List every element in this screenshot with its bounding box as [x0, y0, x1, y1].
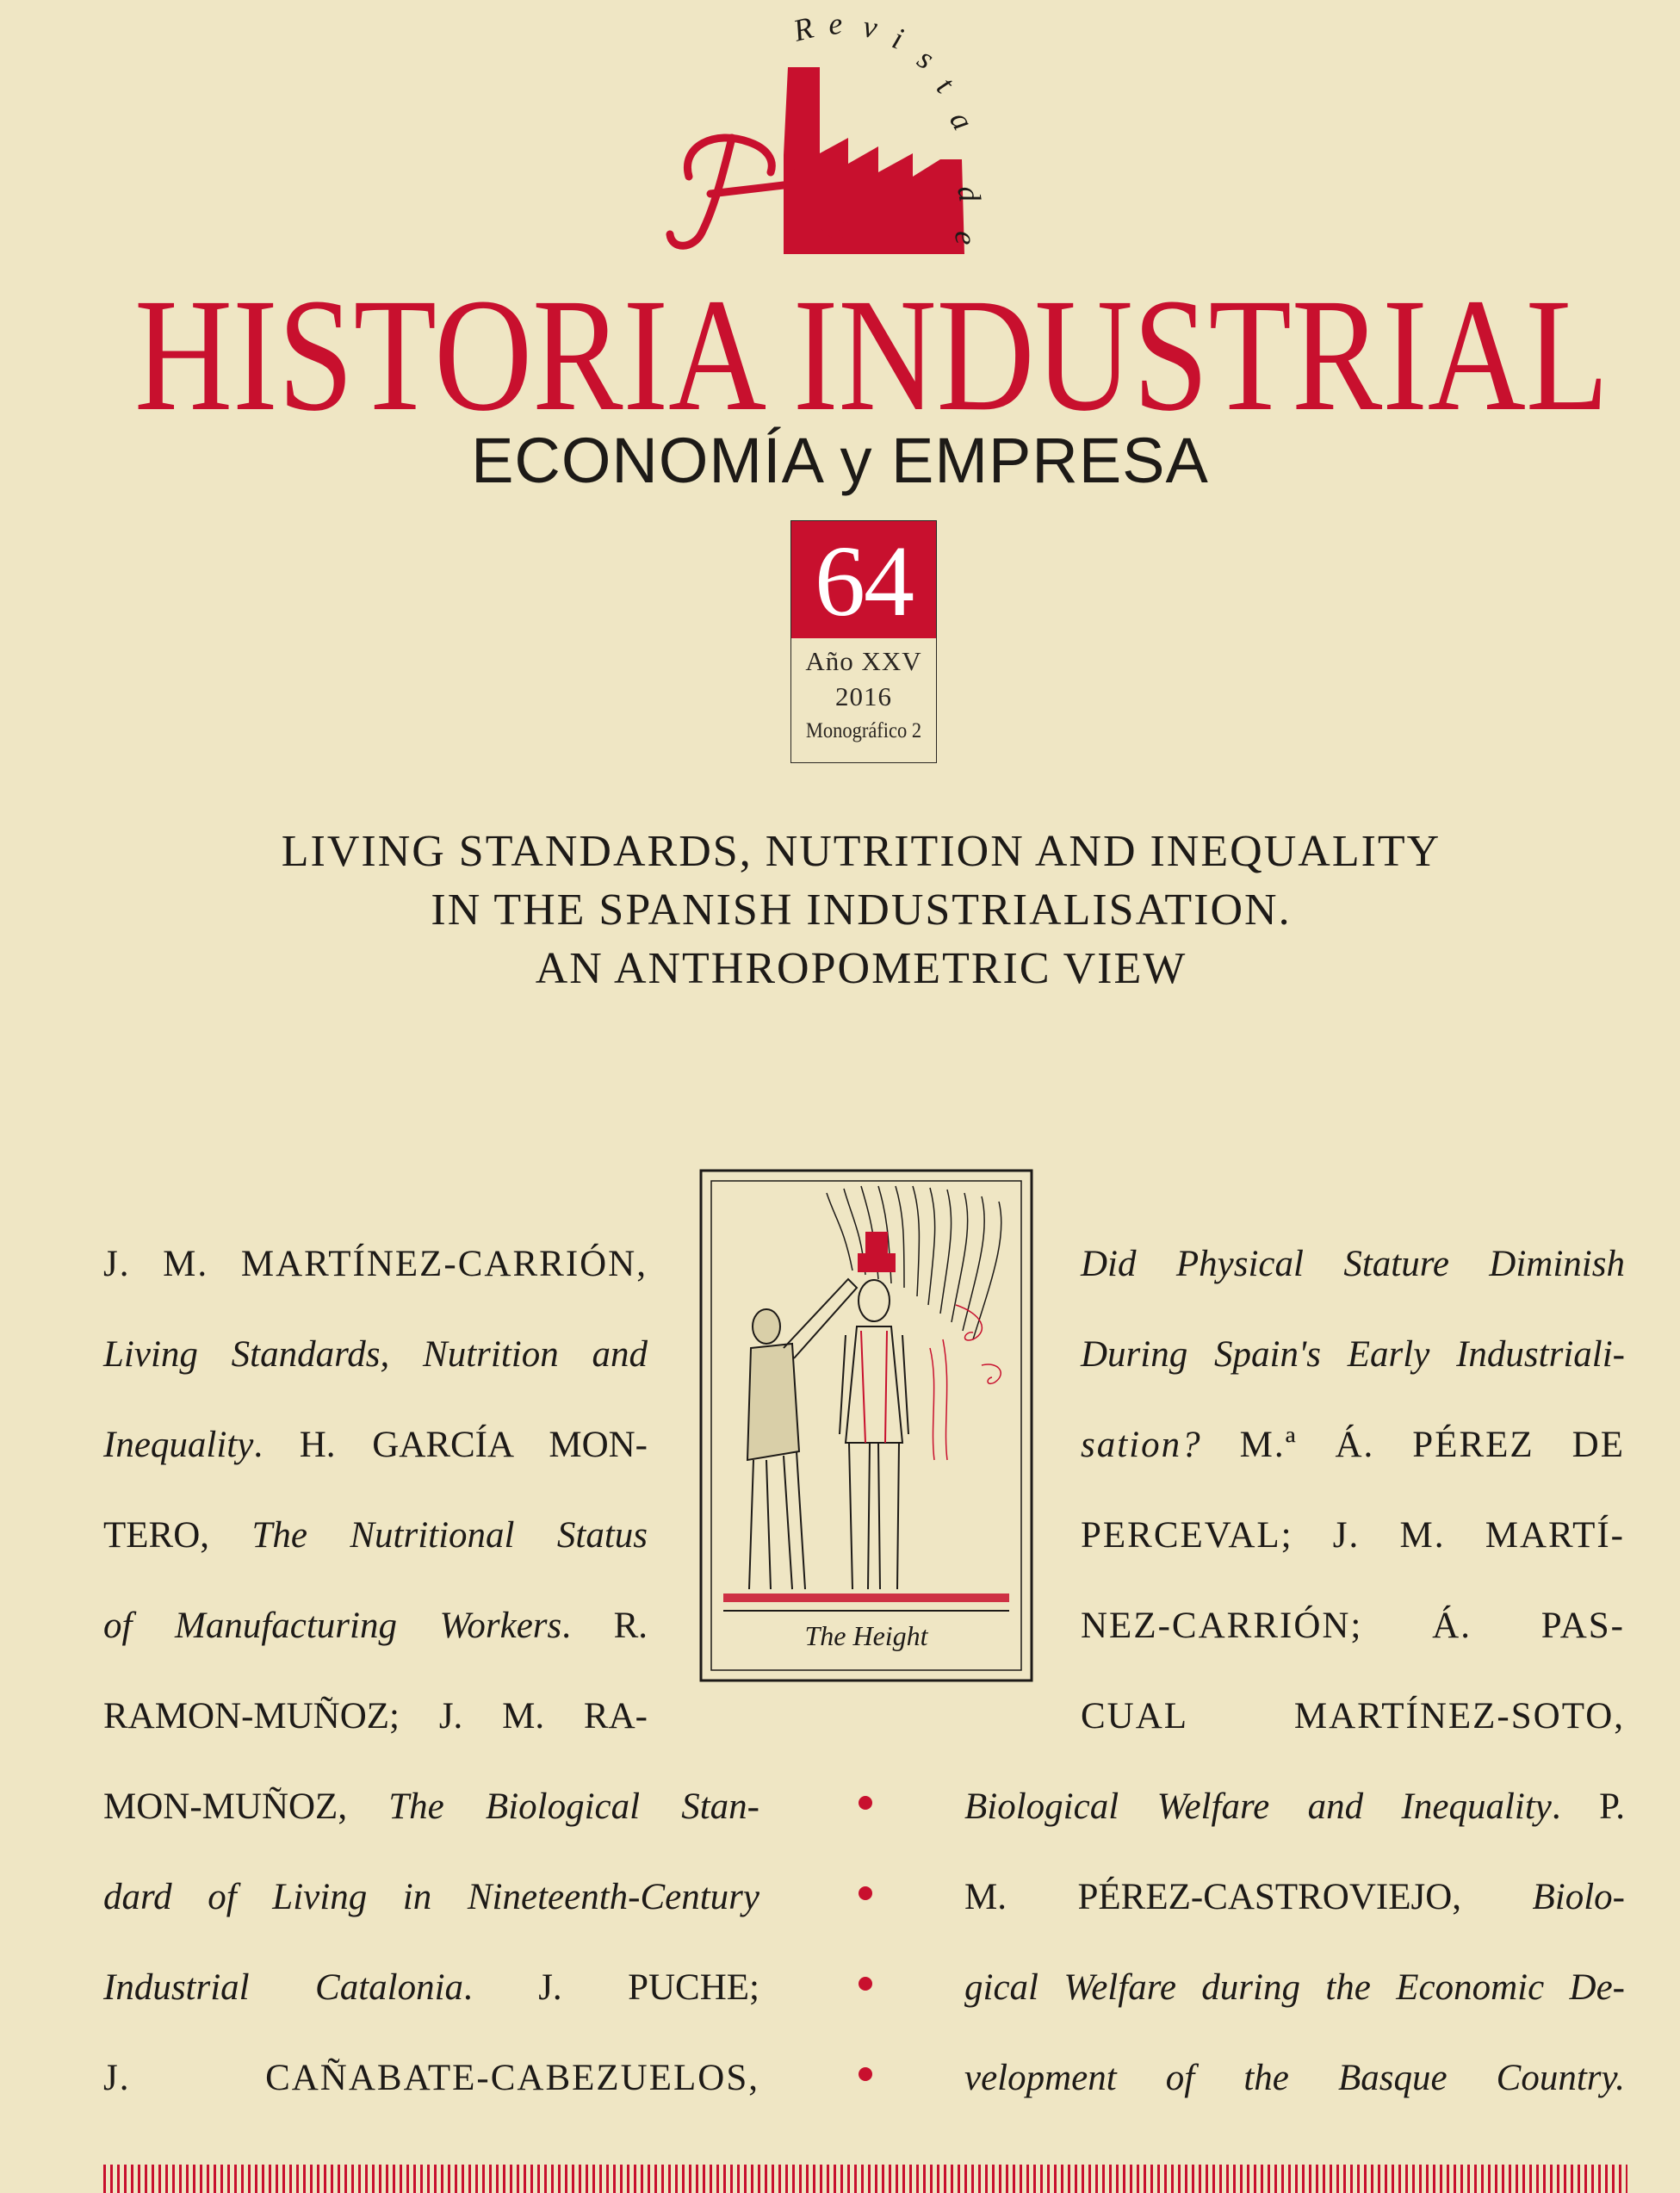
separator-dot	[859, 1796, 872, 1810]
article-title: sation?	[1081, 1425, 1202, 1465]
contents-line	[103, 1400, 648, 1490]
issue-number: 64	[791, 521, 936, 638]
arc-letter: s	[911, 40, 942, 78]
arc-letter: v	[860, 9, 882, 46]
journal-subtitle: ECONOMÍA y EMPRESA	[471, 425, 1209, 496]
contents-line	[964, 2033, 1625, 2123]
contents-line	[1081, 1309, 1625, 1400]
article-title: Biolo-	[1532, 1877, 1625, 1917]
contents-line	[103, 1490, 648, 1581]
author-text: . P.	[1551, 1786, 1626, 1827]
arc-letter: a	[943, 105, 982, 138]
illustration-caption: The Height	[804, 1620, 928, 1651]
arc-letter: e	[948, 230, 983, 248]
contents-line	[103, 1852, 759, 1942]
arc-letter: t	[930, 69, 963, 102]
red-floor	[723, 1593, 1009, 1602]
article-title: The Nutritional Status	[251, 1515, 648, 1556]
article-title: Biological Welfare and Inequality	[964, 1786, 1552, 1827]
article-title: Living Standards, Nutrition and	[103, 1334, 648, 1375]
issue-monograph-label: Monográfico 2	[805, 719, 922, 742]
contents-line: PERCEVAL; J. M. MARTÍ-	[1081, 1515, 1625, 1556]
factory-logo-graphic	[620, 0, 1137, 276]
contents-line: NEZ-CARRIÓN; Á. PAS-	[1081, 1606, 1625, 1646]
author-text: TERO,	[103, 1515, 210, 1556]
contents-line	[103, 1309, 648, 1400]
arc-letter: R	[790, 9, 819, 48]
contents-line	[964, 1942, 1625, 2033]
separator-dot	[859, 1977, 872, 1991]
article-title: Did Physical Stature Diminish	[1081, 1244, 1625, 1284]
contents-line	[964, 1761, 1625, 1852]
engraving-graphic	[697, 1167, 1035, 1684]
arc-letter: i	[888, 20, 910, 57]
article-title: Industrial Catalonia	[103, 1967, 464, 2008]
journal-title: HISTORIA INDUSTRIAL	[134, 264, 1609, 444]
arc-letter: e	[827, 5, 846, 41]
contents-right-bottom	[964, 1761, 1625, 2123]
contents-line	[1081, 1400, 1625, 1490]
author-text: . J. PUCHE;	[463, 1967, 759, 2008]
article-title: velopment of the Basque Country.	[964, 2058, 1625, 2098]
contents-line: CUAL MARTÍNEZ-SOTO,	[1081, 1696, 1625, 1736]
monograph-title-line: AN ANTHROPOMETRIC VIEW	[535, 944, 1187, 993]
contents-line: RAMON-MUÑOZ; J. M. RA-	[103, 1696, 648, 1736]
measuring-rod-top	[865, 1232, 888, 1256]
journal-logo	[620, 0, 1137, 276]
author-text: M.ª Á. PÉREZ DE	[1239, 1425, 1625, 1465]
contents-line	[103, 1761, 759, 1852]
background-rays	[827, 1186, 1001, 1339]
contents-line	[964, 1852, 1625, 1942]
issue-box	[790, 520, 937, 763]
monograph-title-line: IN THE SPANISH INDUSTRIALISATION.	[431, 885, 1292, 935]
contents-left-top	[103, 1219, 648, 1761]
article-title: Inequality	[103, 1425, 254, 1465]
contents-line: J. M. MARTÍNEZ-CARRIÓN,	[103, 1244, 648, 1284]
issue-volume-label: Año XXV	[805, 646, 922, 676]
issue-year: 2016	[835, 681, 892, 711]
contents-right-top	[1081, 1219, 1625, 1761]
article-title: The Biological Stan-	[388, 1786, 759, 1827]
contents-line	[1081, 1219, 1625, 1309]
contents-line	[103, 1581, 648, 1671]
article-title: dard of Living in Nineteenth-Century	[103, 1877, 759, 1917]
contents-line: J. CAÑABATE-CABEZUELOS,	[103, 2058, 759, 2098]
author-text: M. PÉREZ-CASTROVIEJO,	[964, 1877, 1462, 1917]
monograph-title	[172, 823, 1550, 998]
contents-line	[103, 1942, 759, 2033]
separator-dot	[859, 1886, 872, 1900]
arc-letter: d	[951, 183, 988, 207]
article-title: of Manufacturing Workers	[103, 1606, 562, 1646]
article-title: gical Welfare during the Economic De-	[964, 1967, 1625, 2008]
article-title: During Spain's Early Industriali-	[1081, 1334, 1625, 1375]
author-text: . H. GARCÍA MON-	[253, 1425, 648, 1465]
author-text: MON-MUÑOZ,	[103, 1786, 348, 1827]
author-text: . R.	[561, 1606, 648, 1646]
bottom-striped-rule	[103, 2165, 1627, 2193]
height-measurement-illustration	[697, 1167, 1035, 1684]
monograph-title-line: LIVING STANDARDS, NUTRITION AND INEQUALITY	[281, 827, 1441, 876]
standing-figure	[840, 1280, 908, 1589]
contents-left-bottom	[103, 1761, 759, 2123]
red-flourishes	[930, 1305, 1001, 1460]
separator-dot	[859, 2067, 872, 2081]
